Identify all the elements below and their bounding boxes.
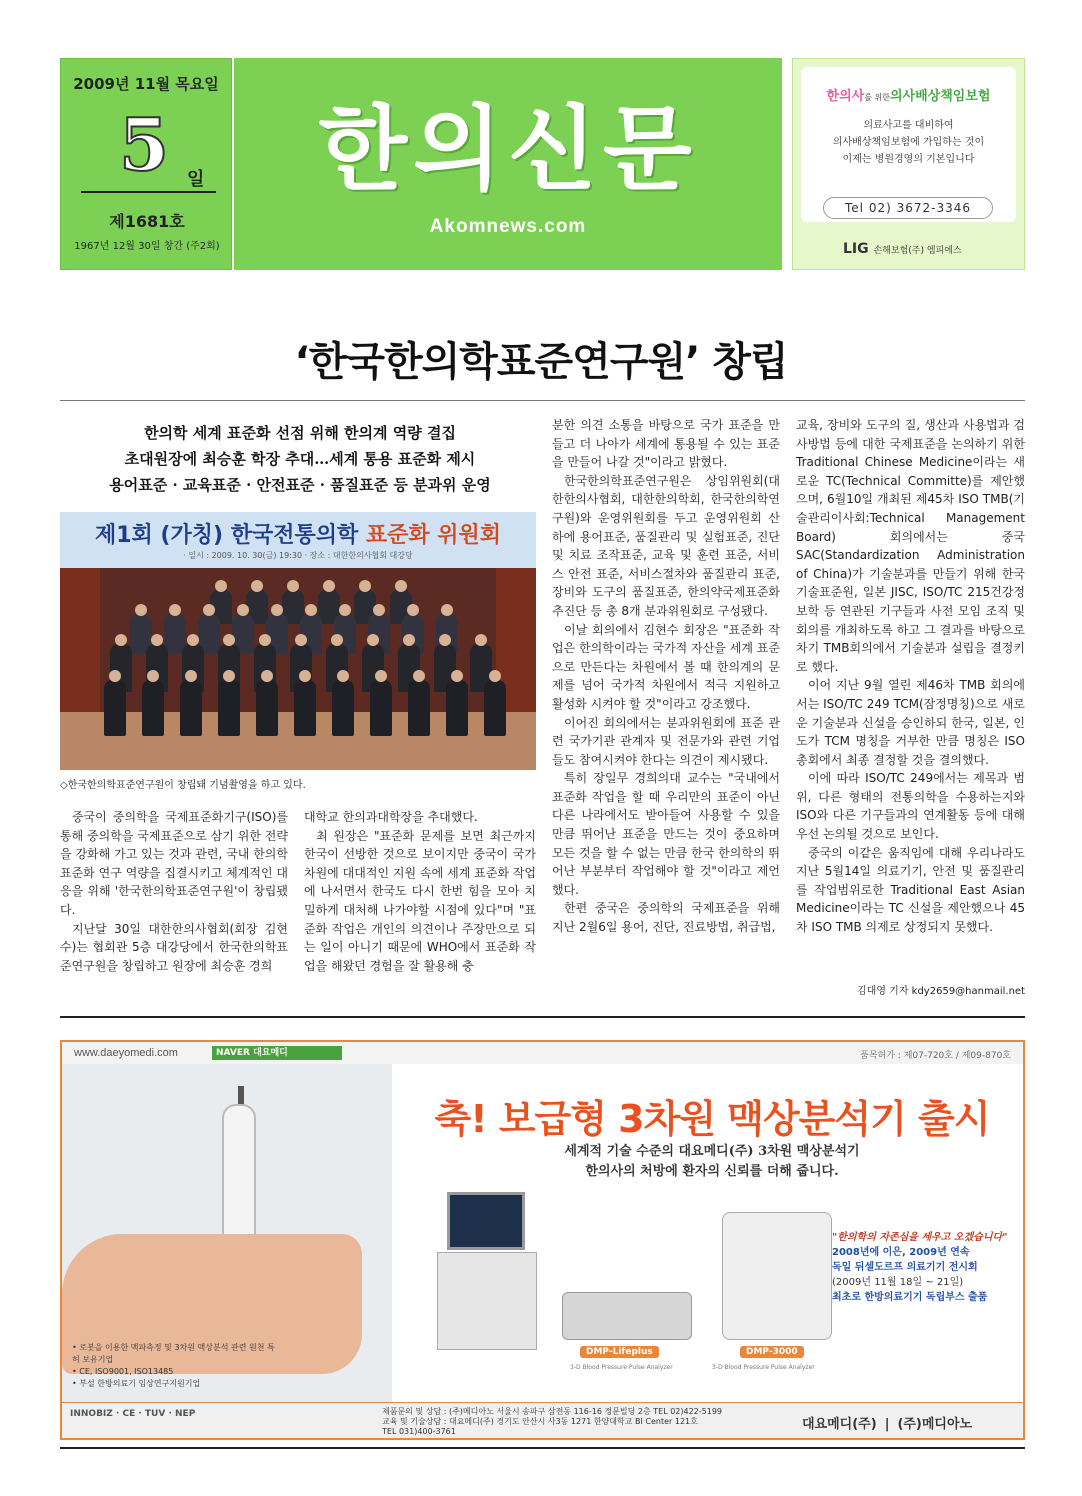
article-subheads: [60, 420, 540, 498]
person-head: [359, 580, 371, 592]
ad-bullet: • CE, ISO9001, ISO13485: [72, 1367, 174, 1376]
promo-line: 독일 뒤셀도르프 의료기기 전시회: [832, 1262, 978, 1273]
ad-divider-top: [60, 1016, 1025, 1018]
ad-product-photo: [62, 1064, 392, 1402]
person-head: [287, 580, 299, 592]
device-cart: [437, 1192, 537, 1352]
photo-banner-meta: · 일시 : 2009. 10. 30(금) 19:30 · 장소 : 대한한의사협회 대강당: [183, 551, 413, 560]
insurance-ad[interactable]: [792, 58, 1025, 270]
model-sublabel: 3-D Blood Pressure Pulse Analyzer: [570, 1364, 673, 1371]
company-logo[interactable]: (주)메디아노: [897, 1417, 973, 1432]
insurance-ad-headline-green: 의사배상책임보험: [889, 89, 991, 104]
person-head: [323, 580, 335, 592]
subhead: 용어표준 · 교육표준 · 안전표준 · 품질표준 등 분과위 운영: [109, 476, 491, 494]
person-head: [223, 634, 235, 646]
person-head: [187, 634, 199, 646]
insurance-ad-line: 의사배상책임보험에 가입하는 것이: [832, 137, 985, 148]
article-column-4: [796, 416, 1025, 937]
insurance-ad-panel: [801, 67, 1016, 222]
subhead: 한의학 세계 표준화 선점 위해 한의계 역량 결집: [144, 424, 456, 442]
person-head: [373, 604, 385, 616]
person-head: [489, 670, 501, 682]
article-column-3: [552, 416, 780, 937]
person-head: [395, 580, 407, 592]
article-paragraph: 중국의 이같은 움직임에 대해 우리나라도 지난 5월14일 의료기기, 안전 및 품질관리를 작업범위로한 Traditional East Asian Medicine이라는 TC 신설을 제안했으나 45차 ISO TMB 의제로 상정되지 못했다.: [796, 845, 1025, 935]
person-head: [375, 670, 387, 682]
ad-bullets: [72, 1342, 282, 1390]
person-figure: [446, 680, 468, 736]
contact-line: 제품문의 및 상담 : (주)메디아노 서울시 송파구 삼전동 116-16 정문빌딩 2층 TEL 02)422-5199: [382, 1407, 723, 1416]
sponsor-name: 손해보험(주) 엠피에스: [873, 246, 962, 256]
device-advertisement[interactable]: [60, 1040, 1025, 1440]
person-figure: [218, 680, 240, 736]
person-head: [203, 604, 215, 616]
person-head: [367, 634, 379, 646]
person-head: [151, 634, 163, 646]
newspaper-logo: 한의신문: [318, 95, 698, 203]
person-head: [305, 604, 317, 616]
ad-promo: [832, 1230, 1012, 1305]
ad-bullet: • 로봇을 이용한 맥파측정 및 3차원 맥상분석 관련 원천 특허 보유기업: [72, 1343, 275, 1364]
ad-sub-line: 세계적 기술 수준의 대요메디(주) 3차원 맥상분석기: [564, 1144, 860, 1159]
person-head: [169, 604, 181, 616]
photo-banner-title: [60, 518, 536, 549]
article-column-1: [60, 808, 288, 975]
person-head: [403, 634, 415, 646]
article-paragraph: 중국이 중의학을 국제표준화기구(ISO)를 통해 중의학을 국제표준으로 삼기 위한 전략을 강화해 가고 있는 것과 관련, 국내 한의학 표준화 연구 역량을 집결시키고 체계적인 대응을 위해 '한국한의학표준연구원'이 창립됐다.: [60, 810, 288, 917]
person-head: [135, 604, 147, 616]
person-head: [331, 634, 343, 646]
article-paragraph: 교육, 장비와 도구의 질, 생산과 사용법과 검사방법 등에 대한 국제표준을 논의하기 위한 Traditional Chinese Medicine이라는 새로운 TC(Technical Committe)를 제안했으며, 6월10일 개최된 제45차 ISO TMB(기술관리이사회:Technical Management Board) 회의에서는 중국 SAC(Standardization Administration of China)가 기술분과를 만들기 위해 한국기술표준원, 일본 JISC, ISO/TC 215건강정보학 등 연관된 기구들과 사전 모임 조직 및 회의를 개최하도록 하고 그 결과를 바탕으로 차기 TMB회의에서 기술분과 설립을 결정키로 했다.: [796, 418, 1025, 674]
ad-search-box[interactable]: NAVER 대요메디: [212, 1046, 342, 1060]
person-figure: [256, 680, 278, 736]
person-figure: [180, 680, 202, 736]
person-figure: [142, 680, 164, 736]
promo-line: (2009년 11월 18일 ~ 21일): [832, 1277, 964, 1288]
article-paragraph: 지난달 30일 대한한의사협회(회장 김현수)는 협회관 5층 대강당에서 한국한의학표준연구원을 창립하고 원장에 최승훈 경희: [60, 921, 288, 973]
article-paragraph: 한편 중국은 중의학의 국제표준을 위해 지난 2월6일 용어, 진단, 진료방법, 취급법,: [552, 901, 780, 935]
ad-sub-line: 한의사의 처방에 환자의 신뢰를 더해 줍니다.: [585, 1164, 839, 1179]
day-unit: 일: [187, 169, 205, 190]
certification-logos: INNOBIZ · CE · TUV · NEP: [70, 1409, 196, 1419]
person-head: [339, 604, 351, 616]
person-head: [439, 634, 451, 646]
person-figure: [484, 680, 506, 736]
insurance-ad-line: 의료사고를 대비하여: [863, 120, 954, 131]
person-head: [441, 604, 453, 616]
article-paragraph: 최 원장은 "표준화 문제를 보면 최근까지 한국이 선방한 것으로 보이지만 중국이 국가 차원에 대대적인 지원 속에 세계 표준화 작업에 나서면서 한국도 다시 한번 힘을 모아 치밀하게 대처해 나가야할 시점에 있다"며 "표준화 작업은 개인의 의견이나 주장만으로 되는 일이 아니기 때문에 WHO에서 표준화 작업을 해왔던 경험을 잘 활용해 충: [304, 828, 536, 973]
person-head: [215, 580, 227, 592]
person-head: [115, 634, 127, 646]
subhead: 초대원장에 최승훈 학장 추대…세계 통용 표준화 제시: [124, 450, 476, 468]
insurance-ad-headline-small: 를 위한: [864, 93, 890, 102]
person-figure: [104, 680, 126, 736]
ad-headline: 축! 보급형 3차원 맥상분석기 출시: [434, 1097, 990, 1141]
insurance-ad-headline: [801, 85, 1016, 104]
person-head: [475, 634, 487, 646]
headline-divider: [60, 400, 1025, 401]
ad-contact: [382, 1407, 802, 1437]
article-headline: ‘한국한의학표준연구원’ 창립: [294, 339, 788, 385]
ad-url[interactable]: www.daeyomedi.com: [74, 1047, 178, 1059]
date-box: [60, 58, 232, 270]
article-paragraph: 이에 따라 ISO/TC 249에서는 제목과 범위, 다른 형태의 전통의학을 수용하는지와 ISO와 다른 기구들과의 연계활동 등에 대해 우선 논의될 것으로 보인다.: [796, 771, 1025, 842]
contact-line: TEL 031)400-3761: [382, 1427, 456, 1436]
person-figure: [332, 680, 354, 736]
person-head: [261, 670, 273, 682]
ad-subheadline: [402, 1142, 1022, 1182]
ad-registration: 품목허가 : 제07-720호 / 제09-870호: [860, 1051, 1011, 1061]
newspaper-url[interactable]: Akomnews.com: [429, 216, 587, 237]
ad-divider-bottom: [60, 1447, 1025, 1449]
article-paragraph: 이날 회의에서 김현수 회장은 "표준화 작업은 한의학이라는 국가적 자산을 세계 표준으로 만든다는 차원에서 볼 때 한의계의 문제를 넘어 국가적 차원에서 적극 지원하고 활성화 시켜야 할 것"이라고 강조했다.: [552, 622, 780, 711]
article-column-2: [304, 808, 536, 975]
device-3d-analyzer: [722, 1212, 832, 1340]
person-head: [237, 604, 249, 616]
person-head: [407, 604, 419, 616]
person-head: [185, 670, 197, 682]
photo-caption: ◇한국한의학표준연구원이 창립돼 기념촬영을 하고 있다.: [60, 780, 306, 791]
device-monitor: [447, 1192, 525, 1250]
promo-line: 최초로 한방의료기기 독립부스 출품: [832, 1292, 988, 1303]
person-figure: [408, 680, 430, 736]
insurance-ad-phone[interactable]: Tel 02) 3672-3346: [823, 197, 993, 219]
model-label: DMP-Lifeplus: [580, 1346, 659, 1358]
company-logo[interactable]: 대요메디(주): [802, 1417, 877, 1432]
article-paragraph: 한국한의학표준연구원은 상임위원회(대한한의사협회, 대한한의학회, 한국한의학연구원)와 운영위원회를 두고 운영위원회 산하에 용어표준, 품질관리 및 실험표준, 진단 및 치료 조작표준, 교육 및 훈련 표준, 서비스 안전 표준, 서비스절차와 품질관리 표준, 장비와 도구의 품질표준, 한의약국제표준화 추진단 등 총 8개 분과위원회로 구성됐다.: [552, 473, 780, 618]
promo-line: 2008년에 이은, 2009년 연속: [832, 1247, 970, 1258]
person-head: [223, 670, 235, 682]
person-figure: [370, 680, 392, 736]
person-head: [251, 580, 263, 592]
person-head: [451, 670, 463, 682]
ad-footer: [62, 1402, 1023, 1438]
person-head: [147, 670, 159, 682]
article-photo: [60, 512, 536, 770]
person-head: [295, 634, 307, 646]
date-divider: [81, 191, 216, 193]
device-cart-body: [437, 1252, 537, 1350]
model-sublabel: 3-D Blood Pressure Pulse Analyzer: [712, 1364, 815, 1371]
title-box: [234, 58, 782, 270]
founded-date: 1967년 12월 30일 창간 (주2회): [74, 241, 220, 252]
insurance-ad-headline-pink: 한의사: [826, 89, 865, 104]
sponsor-logo: LIG: [843, 241, 869, 257]
person-head: [337, 670, 349, 682]
person-head: [299, 670, 311, 682]
insurance-sponsor: [843, 241, 962, 257]
person-figure: [294, 680, 316, 736]
masthead: [60, 58, 1025, 278]
article-paragraph: 이어 지난 9월 열린 제46차 TMB 회의에서는 ISO/TC 249 TCM(잠정명칭)으로 새로운 기술분과 신설을 승인하되 한국, 일본, 인도가 TCM 명칭을 거부한 만큼 명칭은 ISO총회에서 최종 결정할 것을 결의했다.: [796, 678, 1025, 767]
ad-topbar: [62, 1042, 1023, 1064]
person-head: [109, 670, 121, 682]
date-line: 2009년 11월 목요일: [73, 75, 219, 93]
photo-banner-prefix: 제1회 (가칭) 한국전통의학: [94, 523, 366, 548]
promo-tagline: "한의학의 자존심을 세우고 오겠습니다": [832, 1232, 1008, 1243]
device-analyzer: [562, 1292, 692, 1340]
insurance-ad-line: 이제는 병원경영의 기본입니다: [842, 154, 975, 165]
company-names: 대요메디(주) | (주)메디아노: [802, 1417, 973, 1432]
issue-number: 제1681호: [109, 212, 185, 231]
model-label: DMP-3000: [740, 1346, 804, 1358]
person-head: [259, 634, 271, 646]
person-head: [413, 670, 425, 682]
person-head: [271, 604, 283, 616]
article-paragraph: 이어진 회의에서는 분과위원회에 표준 관련 국가기관 관계자 및 전문가와 관련 기업들도 참여시켜야 한다는 의견이 제시됐다.: [552, 715, 780, 767]
article-byline: 김대영 기자 kdy2659@hanmail.net: [857, 986, 1025, 997]
article-paragraph: 특히 장일무 경희의대 교수는 "국내에서 표준화 작업을 할 때 우리만의 표준이 아닌 다른 나라에서도 받아들여 사용할 수 있을 만큼 뛰어난 표준을 만드는 것이 중요하며 모든 것을 할 수 없는 만큼 한국 한의학의 뛰어난 부분부터 작업해야 할 것"이라고 제언했다.: [552, 771, 780, 897]
photo-banner-accent: 표준화 위원회: [365, 523, 502, 548]
photo-banner: [60, 512, 536, 568]
day-number: 5: [119, 102, 170, 187]
ad-bullet: • 부설 한방의료기 임상연구지원기업: [72, 1379, 201, 1388]
insurance-ad-body: [801, 117, 1016, 168]
article-paragraph: 대학교 한의과대학장을 추대했다.: [304, 810, 478, 824]
contact-line: 교육 및 기술상담 : 대요메디(주) 경기도 안산시 사3동 1271 한양대학교 BI Center 121호: [382, 1417, 698, 1426]
article-paragraph: 분한 의견 소통을 바탕으로 국가 표준을 만들고 더 나아가 세계에 통용될 수 있는 표준을 만들어 나갈 것"이라고 밝혔다.: [552, 418, 780, 470]
